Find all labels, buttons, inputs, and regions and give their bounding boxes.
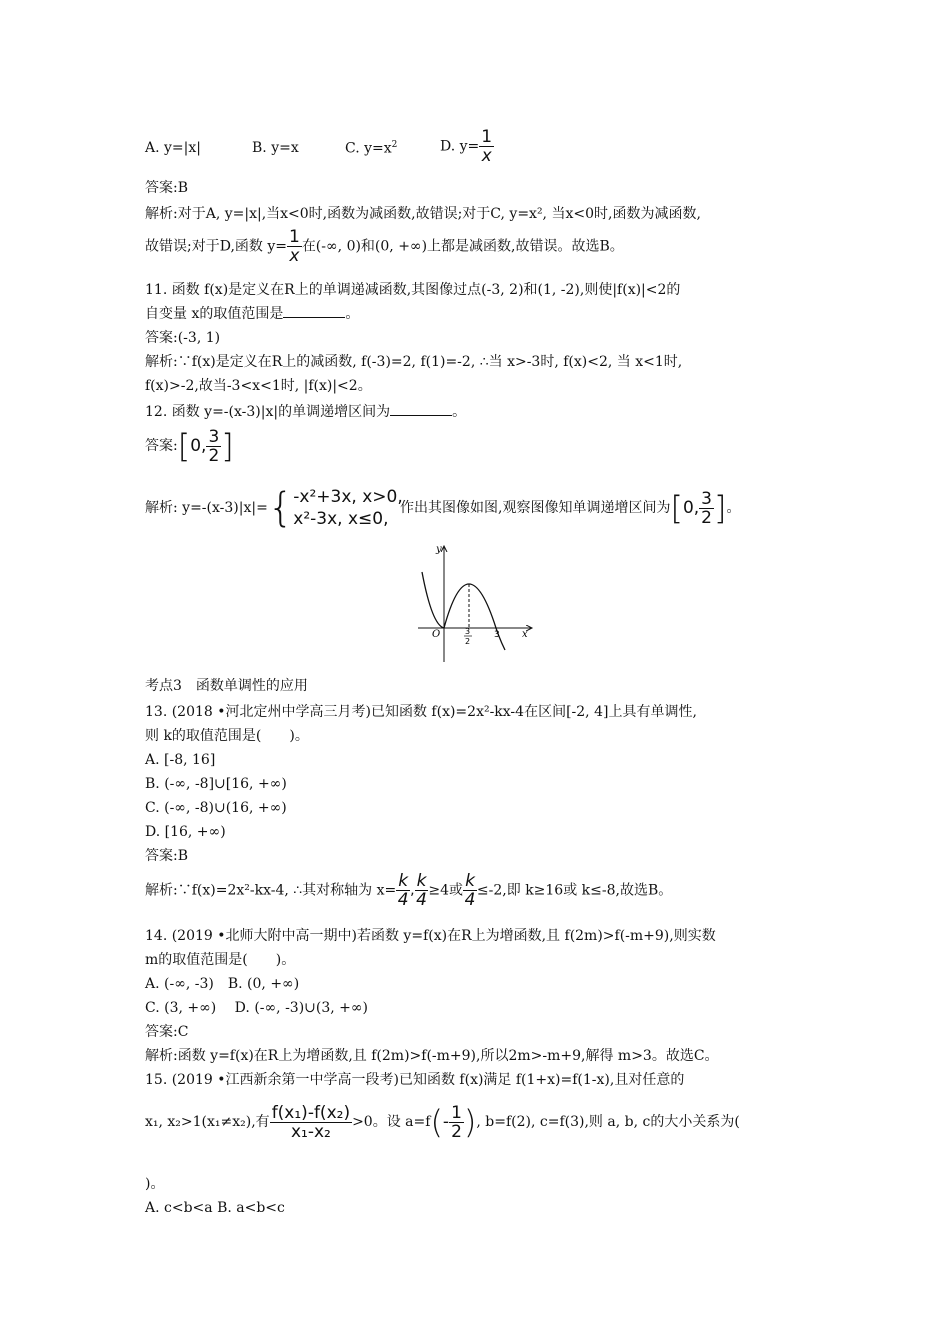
q13-explanation: 解析:∵f(x)=2x²-kx-4, ∴其对称轴为 x= $\frac{k}{4}$ , $\frac{k}{4}$ ≥4或 $\frac{k}{4}$ ≤-2,即 k≥16或 k≤-8,故选B。 [145,871,673,910]
q15-stem-line1: 15. (2019 •江西新余第一中学高一段考)已知函数 f(x)满足 f(1+x)=f(1-x),且对任意的 [145,1072,685,1088]
q14-options-cd: C. (3, +∞) D. (-∞, -3)∪(3, +∞) [145,1000,369,1016]
q10-explanation-line1: 解析:对于A, y=|x|,当x<0时,函数为减函数,故错误;对于C, y=x², 当x<0时,函数为减函数, [145,206,701,222]
q13-option-d: D. [16, +∞) [145,824,226,840]
q12-explanation-tail: 作出其图像如图,观察图像知单调递增区间为[0, $\frac{3}{2}$ ]。 [400,488,741,528]
q15-options: A. c<b<a B. a<b<c [145,1200,285,1216]
q12-answer-blank [390,403,452,416]
q10-option-d: D. y= $\frac{1}{x}$ [440,127,493,166]
q13-option-a: A. [-8, 16] [145,752,216,768]
q10-option-a: A. y=|x| [145,140,201,156]
q12-function-graph [410,540,540,665]
q13-answer: 答案:B [145,848,189,864]
x-axis-label: x [522,629,528,640]
q11-explanation-line2: f(x)>-2,故当-3<x<1时, |f(x)|<2。 [145,378,372,394]
q12-stem: 12. 函数 y=-(x-3)|x|的单调递增区间为 。 [145,404,467,420]
q10-option-b: B. y=x [252,140,299,156]
q14-stem-line1: 14. (2019 •北师大附中高一期中)若函数 y=f(x)在R上为增函数,且 f(2m)>f(-m+9),则实数 [145,928,716,944]
y-axis-label: y [436,544,442,555]
q14-stem-line2: m的取值范围是( )。 [145,952,296,968]
q12-answer: 答案:[0, $\frac{3}{2}$ ] [145,426,234,466]
tick-3: 3 [494,630,500,640]
q12-explanation: 解析: y=-(x-3)|x|={ -x²+3x, x>0, x²-3x, x≤0, [145,485,403,531]
q10-explanation-line2: 故错误;对于D,函数 y= $\frac{1}{x}$ 在(-∞, 0)和(0, +∞)上都是减函数,故错误。故选B。 [145,227,624,266]
q11-answer: 答案:(-3, 1) [145,330,221,346]
section-heading: 考点3 函数单调性的应用 [145,678,308,694]
origin-label: O [432,629,441,640]
q14-answer: 答案:C [145,1024,189,1040]
q11-stem-line2: 自变量 x的取值范围是 。 [145,306,360,322]
q15-stem-line2: x₁, x₂>1(x₁≠x₂),有 $\frac{\text{f(x₁)-f(x₂)}}{\text{x₁-x₂}}$ >0。设 a=f(- $\frac{1}{2}$ ), b=f(2), c=f(3),则 a, b, c的大小关系为( [145,1102,740,1142]
tick-3-2-num: 3 [465,627,471,636]
q13-option-c: C. (-∞, -8)∪(16, +∞) [145,800,287,816]
q13-option-b: B. (-∞, -8]∪[16, +∞) [145,776,287,792]
q12-case2: x²-3x, x≤0, [293,509,389,529]
q11-stem-line1: 11. 函数 f(x)是定义在R上的单调递减函数,其图像过点(-3, 2)和(1, -2),则使|f(x)|<2的 [145,282,681,298]
q11-explanation-line1: 解析:∵f(x)是定义在R上的减函数, f(-3)=2, f(1)=-2, ∴当 x>-3时, f(x)<2, 当 x<1时, [145,354,683,370]
q12-case1: -x²+3x, x>0, [293,487,403,507]
q11-answer-blank [283,305,345,318]
q10-option-c: C. $y=x^2$ [345,140,398,157]
q15-stem-line3: )。 [145,1176,165,1192]
tick-3-2-den: 2 [465,637,471,646]
q13-stem-line2: 则 k的取值范围是( )。 [145,728,309,744]
q10-answer: 答案:B [145,180,189,196]
q14-explanation: 解析:函数 y=f(x)在R上为增函数,且 f(2m)>f(-m+9),所以2m>-m+9,解得 m>3。故选C。 [145,1048,719,1064]
q13-stem-line1: 13. (2018 •河北定州中学高三月考)已知函数 f(x)=2x²-kx-4在区间[-2, 4]上具有单调性, [145,704,697,720]
q14-options-ab: A. (-∞, -3) B. (0, +∞) [145,976,300,992]
